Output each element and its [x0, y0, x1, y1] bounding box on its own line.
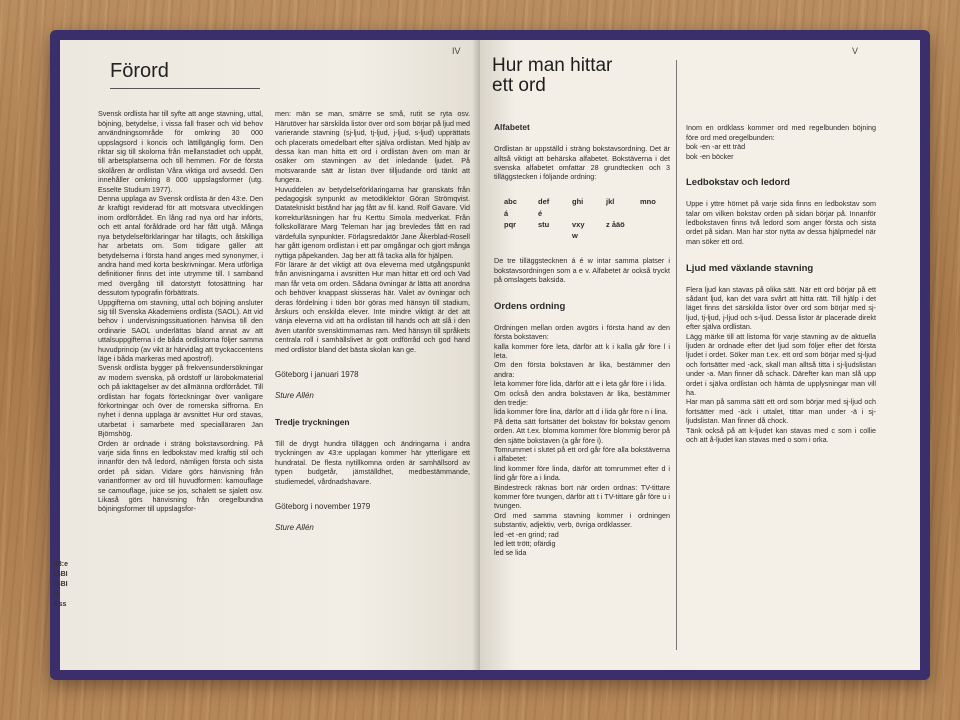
alphabet-group: é [538, 208, 543, 218]
alphabet-group: mno [640, 197, 656, 207]
right-page-title: Hur man hittar ett ord [492, 55, 613, 96]
alphabet-group: stu [538, 220, 550, 230]
ledbokstav-text: Uppe i yttre hörnet på varje sida finns en ledbokstav som talar om vilken bokstav orden på sidan börjar på. Innanför ledbokstaven finns två ledord som anger första och sista ordet på sidan. Man har stor nytta av dessa hjälpmedel när man söker ett ord. [686, 199, 876, 246]
foreword-text-col1: Svensk ordlista har till syfte att ange stavning, uttal, böjning, betydelse, i vissa fall fraser och vid behov användningsområde för omkring 30 000 uppslagsord i koncis och lättillgänglig form. Den riktar sig till skolorna från mellanstadiet och uppåt, till arbetsplatserna och till hemmen. För de första skolåren är ordlistan Våra viktiga ord avsedd. Den innehåller omkring 8 000 uppslagsformer (utg. Esselte Studium 1977). Denna upplaga av Svensk ordlista är den 43:e. Den är kraftigt reviderad för att motsvara utvecklingen inom ordförrådet. En lång rad nya ord har införts, och ett antal föråldrade ord har fått utgå. Många nya betydelseförklaringar har tillagts, och åtskilliga har arbetats om. Som tidigare gäller att betydelserna i första hand anges med synonymer, i andra hand med korta beskrivningar. Mera utförliga definitioner finns det inte utrymme till. I samband med övergång till datorstytt fotosättning har dessutom typografin förbättrats. Uppgifterna om stavning, uttal och böjning ansluter sig till Svenska Akademiens ordlista (SAOL). Att vid behov i undervisningssituationen hänvisa till den ordinarie SAOL underlättas bland annat av att uttalsuppgifterna i de båda ordlistorna följer samma huvudprincip (av vikt är härvidlag att tryckaccentens läge i båda markeras med apostrof). Svensk ordlista bygger på frekvensundersökningar av modern svenska, på ordstoff ur lärobokmaterial och på iakttagelser av det allmänna ordförrådet. Till ordlistan har fogats förteckningar över vanligare förkortningar och över de romerska siffrorna. En nyhet i denna upplaga är avsnittet Hur ord stavas, utarbetat i samarbete med specialläraren Jan Björnshög. Orden är ordnade i sträng bokstavsordning. På varje sida finns en ledbokstav med kraftig stil och innanför den två ledord, nämligen första och sista ordet på sidan. Vidare görs hänvisning från variantformer av ord till huvudformen: kamouflage se camouflage, juice se jos, schalett se sjalett osv. Likaså görs hänvisning från oregelbundna böjningsformer till uppslagsfor- [98, 109, 263, 514]
left-page-number: IV [452, 46, 461, 56]
ljud-heading: Ljud med växlande stavning [686, 262, 814, 274]
foreword-text-col2: men: män se man, smärre se små, rutit se ryta osv. Härutöver har särskilda listor över ord som börjar på ljud med varierande stavning (sj-ljud, tj-ljud, j-ljud, s-ljud) upprättats och placerats omedelbart efter själva ordlistan. Med hjälp av dessa kan man hitta ett ord i ordlistan även om man är osäker om stavningen av det inledande ljudet. På motsvarande sätt är listan över tilljudande ord tänkt att fungera. Huvuddelen av betydelseförklaringarna har granskats från pedagogisk synpunkt av metodiklektor Göran Strömqvist. Datatekniskt bistånd har jag fått av fil. kand. Rolf Gavare. Vid korrekturläsningen har fru Kerttu Simola medverkat. Från folkskollärare Marg Teleman har jag brevledes fått en rad värdefulla synpunkter. Förlagsredaktör Jane Åkerblad-Rosell har gått igenom ordlistan i ett par omgångar och gjort många nyttiga påpekanden. Jag ber att få tacka alla för hjälpen. För lärare är det viktigt att öva eleverna med utgångspunkt från anvisningarna i avsnitten Hur man hittar ett ord och Vad man får veta om orden. Sådana övningar är lätta att anordna och behöver knappast skisseras här. Valet av övningar och deras fördelning i tiden bör göras med hänsyn till stadium, årskurs och enskilda elever. Inte mindre viktigt är det att vänja eleverna vid att ha ordlistan till hands och att slå i den även utanför svensktimmarnas ram. Med hänsyn till språkets centrala roll i samhällslivet är gott ordförråd och god hand med ordlistor bland det bästa skolan kan ge. [275, 109, 470, 354]
third-printing-heading: Tredje tryckningen [275, 417, 350, 428]
left-title-rule [110, 88, 260, 89]
alphabet-group [606, 209, 640, 218]
alphabet-group [640, 209, 674, 218]
ljud-text: Flera ljud kan stavas på olika sätt. När ett ord börjar på ett sådant ljud, kan det vara svårt att hitta rätt. Till hjälp i det läget finns det särskilda listor över ord som börjar med sj-ljud, tj-ljud, j-ljud och s-ljud. Dessa listor är placerade direkt efter själva ordlistan. Lägg märke till att listorna för varje stavning av de aktuella ljuden är ordnade efter det ljud som följer efter det första ljudet i ordet. Söker man t.ex. ett ord som börjar med sj-ljud och fortsätter med -ack, skall man alltså titta i sj-ljudslistan under -a. Man finner då schack. Därefter kan man slå upp ordet i själva ordlistan och hämta de upplysningar man vill ha. Har man på samma sätt ett ord som börjar med sj-ljud och fortsätter med -äck i uttalet, tittar man under -ä i sj-ljudslistan. Man finner då chock. Tänk också på att k-ljudet kan stavas med c som i collie och att å-ljudet kan stavas med o som i orka. [686, 284, 876, 444]
alphabet-group: jkl [606, 197, 615, 207]
ordklass-text: Inom en ordklass kommer ord med regelbunden böjning före ord med oregelbunden: bok -en -ar ett träd bok -en böcker [686, 123, 876, 161]
alphabet-group: abc [504, 197, 517, 207]
signature-place-1: Göteborg i januari 1978 [275, 370, 359, 380]
alphabet-group [538, 231, 572, 240]
alphabet-grid [504, 197, 670, 241]
alphabet-group [606, 231, 640, 240]
alfabetet-after-text: De tre tilläggstecknen á é w intar samma platser i bokstavsordningen som a e v. Alfabetet är också tryckt på omslagets baksida. [494, 256, 670, 285]
signature-name-1: Sture Allén [275, 390, 314, 400]
third-printing-text: Till de drygt hundra tilläggen och ändringarna i andra tryckningen av 43:e upplagan kommer här ytterligare ett hundratal. De flesta nytillkomna orden är samhällsord av typen budgetår, jämställdhet, medbestämmande, studiemedel, vårdnadshavare. [275, 439, 470, 486]
left-page [54, 40, 480, 670]
right-page [480, 40, 920, 670]
column-separator [676, 60, 677, 650]
left-column-2 [275, 100, 470, 665]
ordens-ordning-text: Ordningen mellan orden avgörs i första hand av den första bokstaven: kalla kommer före leta, därför att k i kalla går före l i leta. Om den första bokstaven är lika, bestämmer den andra: leta kommer före lida, därför att e i leta går före i i lida. Om också den andra bokstaven är lika, bestämmer den tredje: lida kommer före lina, därför att d i lida går före n i lina. På detta sätt fortsätter det bokstav för bokstav genom orden. Att t.ex. blomma kommer före blommig beror på den sjätte bokstaven (a går före i). Tomrummet i slutet på ett ord går före alla bokstäverna i alfabetet: lind kommer före linda, därför att tomrummet efter d i lind går före a i linda. Bindestreck räknas bort när orden ordnas: TV-tittare kommer före tvungen, därför att t i TV-tittare går före u i tvungen. Ord med samma stavning kommer i ordningen substantiv, adjektiv, verb, övriga ordklasser. led -et -en grind; rad led lett trött; ofärdig led se lida [494, 322, 670, 558]
left-column-1 [98, 100, 263, 660]
alphabet-group: vxy [572, 220, 585, 230]
right-column-2 [686, 114, 876, 659]
right-page-number: V [852, 46, 859, 56]
right-column-1 [494, 114, 670, 659]
alphabet-group: ghi [572, 197, 584, 207]
alphabet-group [572, 209, 606, 218]
alphabet-group: á [504, 208, 509, 218]
alphabet-group [640, 231, 674, 240]
alfabetet-heading: Alfabetet [494, 122, 530, 133]
alphabet-group [504, 231, 538, 240]
alphabet-group: pqr [504, 220, 517, 230]
left-page-title: Förord [110, 60, 169, 82]
alfabetet-text: Ordlistan är uppställd i sträng bokstavsordning. Det är alltså viktigt att behärska alfabetet. Bokstäverna i det svenska alfabetet omfattar 28 grundtecken och 3 tilläggstecken i följande ordning: [494, 144, 670, 182]
alphabet-group: z åäö [606, 220, 625, 230]
ledbokstav-heading: Ledbokstav och ledord [686, 177, 790, 189]
alphabet-group [640, 220, 674, 229]
alphabet-group: def [538, 197, 550, 207]
signature-name-2: Sture Allén [275, 522, 314, 532]
alphabet-group: w [572, 231, 578, 241]
left-margin-fragment: 43:e ISBI ISBI © Ess [54, 561, 69, 608]
ordens-ordning-heading: Ordens ordning [494, 300, 566, 312]
signature-place-2: Göteborg i november 1979 [275, 502, 371, 512]
